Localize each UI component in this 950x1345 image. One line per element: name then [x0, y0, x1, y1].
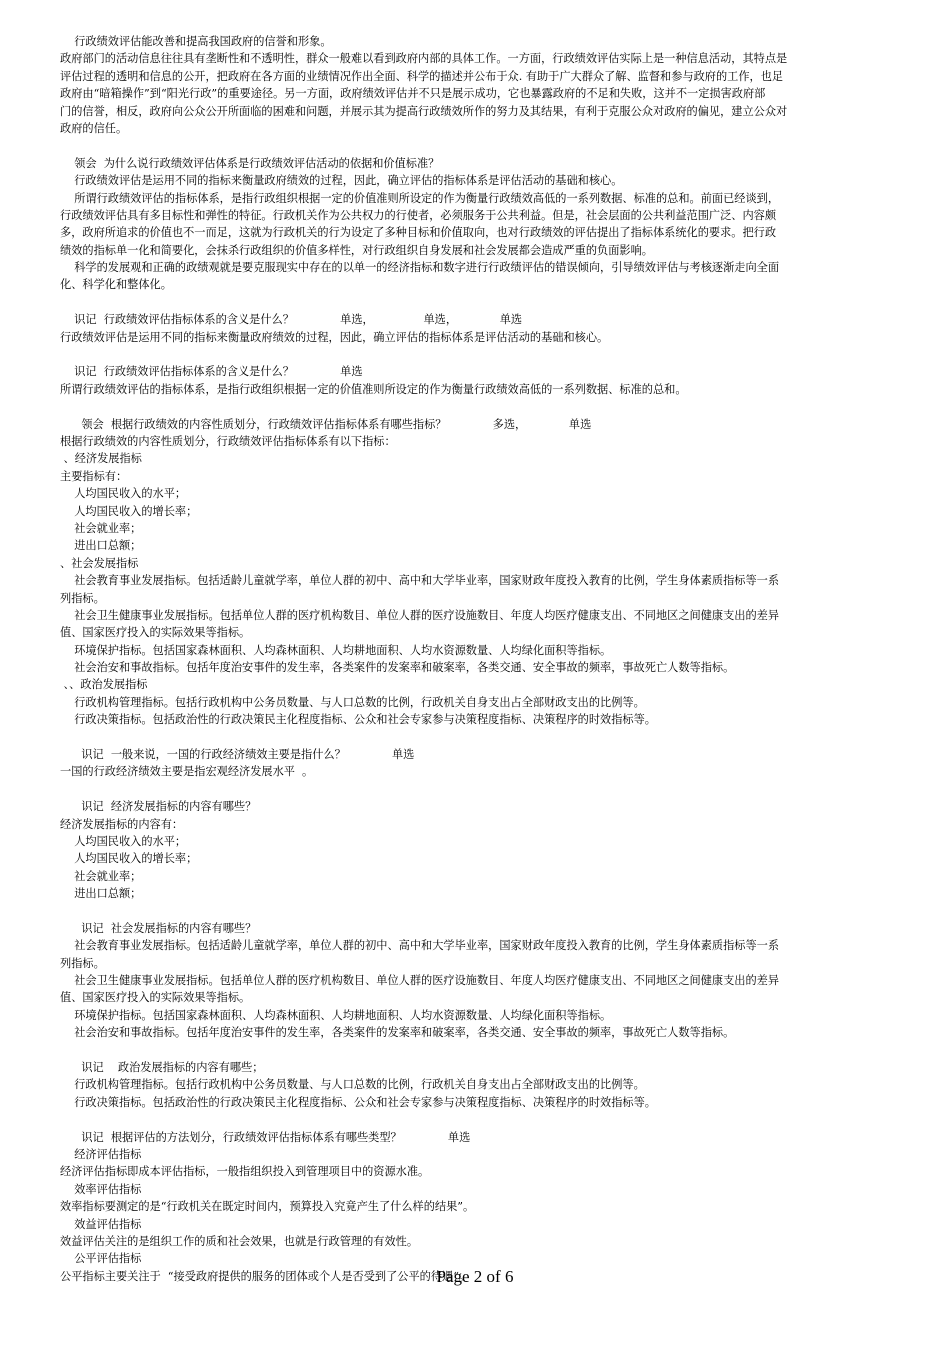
text-line: 领会 根据行政绩效的内容性质划分，行政绩效评估指标体系有哪些指标？ 多选， 单选	[60, 417, 592, 431]
text-line: 行政绩效评估是运用不同的指标来衡量政府绩效的过程，因此，确立评估的指标体系是评估活动的基础和核心。	[60, 330, 609, 344]
text-line: 识记 行政绩效评估指标体系的含义是什么？ 单选， 单选， 单选	[60, 313, 523, 327]
text-line: 所谓行政绩效评估的指标体系，是指行政组织根据一定的价值准则所设定的作为衡量行政绩效高低的一系列数据、标准的总和。	[60, 382, 687, 396]
text-line: 经济发展指标的内容有：	[60, 817, 184, 831]
text-line: 行政绩效评估具有多目标性和弹性的特征。行政机关作为公共权力的行使者，必须服务于公共利益。但是，社会层面的公共利益范围广泛、内容颇	[60, 208, 777, 222]
text-line: 进出口总额；	[60, 887, 142, 901]
text-line: 行政机构管理指标。包括行政机构中公务员数量、与人口总数的比例，行政机关自身支出占全部财政支出的比例等。	[60, 695, 645, 709]
text-line: 根据行政绩效的内容性质划分，行政绩效评估指标体系有以下指标：	[60, 434, 396, 448]
blank-line	[60, 1111, 890, 1128]
text-line: 社会就业率；	[60, 869, 142, 883]
text-line: 识记 行政绩效评估指标体系的含义是什么？ 单选	[60, 365, 363, 379]
text-line: 社会治安和事故指标。包括年度治安事件的发生率，各类案件的发案率和破案率，各类交通、安全事故的频率，事故死亡人数等指标。	[60, 1026, 735, 1040]
blank-line	[60, 137, 890, 154]
text-line: 人均国民收入的增长率；	[60, 504, 198, 518]
text-line: 主要指标有：	[60, 469, 128, 483]
text-line: 、经济发展指标	[60, 452, 142, 466]
text-line: 绩效的指标单一化和简要化，会抹杀行政组织的价值多样性，对行政组织自身发展和社会发展都会造成严重的负面影响。	[60, 243, 653, 257]
text-line: 值、国家医疗投入的实际效果等指标。	[60, 626, 251, 640]
blank-line	[60, 781, 890, 798]
text-line: 行政决策指标。包括政治性的行政决策民主化程度指标、公众和社会专家参与决策程度指标、决策程序的时效指标等。	[60, 1095, 656, 1109]
text-line: 行政决策指标。包括政治性的行政决策民主化程度指标、公众和社会专家参与决策程度指标、决策程序的时效指标等。	[60, 713, 656, 727]
text-line: 识记 政治发展指标的内容有哪些；	[60, 1061, 264, 1075]
text-line: 识记 经济发展指标的内容有哪些？	[60, 800, 257, 814]
text-line: 识记 社会发展指标的内容有哪些？	[60, 921, 257, 935]
text-line: 人均国民收入的增长率；	[60, 852, 198, 866]
blank-line	[60, 903, 890, 920]
text-line: 多，政府所追求的价值也不一而足，这就为行政机关的行为设定了多种目标和价值取向，也对行政绩效的评估提出了指标体系统化的要求。把行政	[60, 226, 777, 240]
text-line: 人均国民收入的水平；	[60, 834, 187, 848]
text-line: 政府由“暗箱操作”到“阳光行政”的重要途径。另一方面，政府绩效评估并不只是展示成功，它也暴露政府的不足和失败，这并不一定损害政府部	[60, 87, 766, 101]
page-number: Page 2 of 6	[436, 1267, 514, 1286]
text-line: 社会教育事业发展指标。包括适龄儿童就学率，单位人群的初中、高中和大学毕业率，国家财政年度投入教育的比例，学生身体素质指标等一系	[60, 939, 780, 953]
text-line: 值、国家医疗投入的实际效果等指标。	[60, 991, 251, 1005]
text-line: 列指标。	[60, 956, 105, 970]
text-line: 公平指标主要关注于 “接受政府提供的服务的团体或个人是否受到了公平的待遇“。	[60, 1269, 471, 1283]
text-line: 经济评估指标即成本评估指标，一般指组织投入到管理项目中的资源水准。	[60, 1165, 430, 1179]
text-line: 社会就业率；	[60, 521, 142, 535]
text-line: 效率指标要测定的是“行政机关在既定时间内，预算投入究竟产生了什么样的结果”。	[60, 1200, 475, 1214]
text-line: 行政机构管理指标。包括行政机构中公务员数量、与人口总数的比例，行政机关自身支出占全部财政支出的比例等。	[60, 1078, 645, 1092]
text-line: 评估过程的透明和信息的公开，把政府在各方面的业绩情况作出全面、科学的描述并公布于众. 有助于广大群众了解、监督和参与政府的工作，也足	[60, 69, 784, 83]
text-line: 行政绩效评估能改善和提高我国政府的信誉和形象。	[60, 35, 332, 48]
text-line: 门的信誉，相反，政府向公众公开所面临的困难和问题，并展示其为提高行政绩效所作的努力及其结果，有利于克服公众对政府的偏见，建立公众对	[60, 104, 788, 118]
text-line: 政府的信任。	[60, 121, 128, 135]
text-line: 识记 一般来说，一国的行政经济绩效主要是指什么？ 单选	[60, 748, 415, 762]
text-line: 环境保护指标。包括国家森林面积、人均森林面积、人均耕地面积、人均水资源数量、人均绿化面积等指标。	[60, 643, 612, 657]
blank-line	[60, 346, 890, 363]
text-line: 效益评估关注的是组织工作的质和社会效果，也就是行政管理的有效性。	[60, 1234, 419, 1248]
text-line: 识记 根据评估的方法划分，行政绩效评估指标体系有哪些类型？ 单选	[60, 1130, 471, 1144]
text-line: 化、科学化和整体化。	[60, 278, 172, 292]
text-line: 经济评估指标	[60, 1148, 142, 1161]
text-line: 效益评估指标	[60, 1217, 142, 1231]
text-line: 社会卫生健康事业发展指标。包括单位人群的医疗机构数目、单位人群的医疗设施数目、年度人均医疗健康支出、不同地区之间健康支出的差异	[60, 608, 780, 622]
text-line: 、社会发展指标	[60, 556, 139, 570]
text-line: 科学的发展观和正确的政绩观就是要克服现实中存在的以单一的经济指标和数字进行行政绩评估的错误倾向，引导绩效评估与考核逐渐走向全面	[60, 261, 780, 275]
text-line: 、、政治发展指标	[60, 678, 148, 692]
document-body	[60, 33, 890, 1285]
text-line: 社会卫生健康事业发展指标。包括单位人群的医疗机构数目、单位人群的医疗设施数目、年度人均医疗健康支出、不同地区之间健康支出的差异	[60, 974, 780, 988]
blank-line	[60, 729, 890, 746]
text-line: 人均国民收入的水平；	[60, 487, 187, 501]
text-line: 公平评估指标	[60, 1252, 142, 1266]
text-line: 政府部门的活动信息往往具有垄断性和不透明性，群众一般难以看到政府内部的具体工作。一方面，行政绩效评估实际上是一种信息活动，其特点是	[60, 52, 788, 66]
blank-line	[60, 398, 890, 415]
text-line: 列指标。	[60, 591, 105, 605]
text-line: 环境保护指标。包括国家森林面积、人均森林面积、人均耕地面积、人均水资源数量、人均绿化面积等指标。	[60, 1008, 612, 1022]
text-line: 效率评估指标	[60, 1182, 142, 1196]
text-line: 社会教育事业发展指标。包括适龄儿童就学率，单位人群的初中、高中和大学毕业率，国家财政年度投入教育的比例，学生身体素质指标等一系	[60, 574, 780, 588]
text-line: 所谓行政绩效评估的指标体系，是指行政组织根据一定的价值准则所设定的作为衡量行政绩效高低的一系列数据、标准的总和。前面已经谈到，	[60, 191, 780, 205]
blank-line	[60, 1042, 890, 1059]
text-line: 一国的行政经济绩效主要是指宏观经济发展水平 。	[60, 765, 314, 779]
text-line: 进出口总额；	[60, 539, 142, 553]
blank-line	[60, 294, 890, 311]
text-line: 行政绩效评估是运用不同的指标来衡量政府绩效的过程，因此，确立评估的指标体系是评估活动的基础和核心。	[60, 174, 623, 188]
text-line: 领会 为什么说行政绩效评估体系是行政绩效评估活动的依据和价值标准？	[60, 156, 440, 170]
text-line: 社会治安和事故指标。包括年度治安事件的发生率，各类案件的发案率和破案率，各类交通、安全事故的频率，事故死亡人数等指标。	[60, 661, 735, 675]
